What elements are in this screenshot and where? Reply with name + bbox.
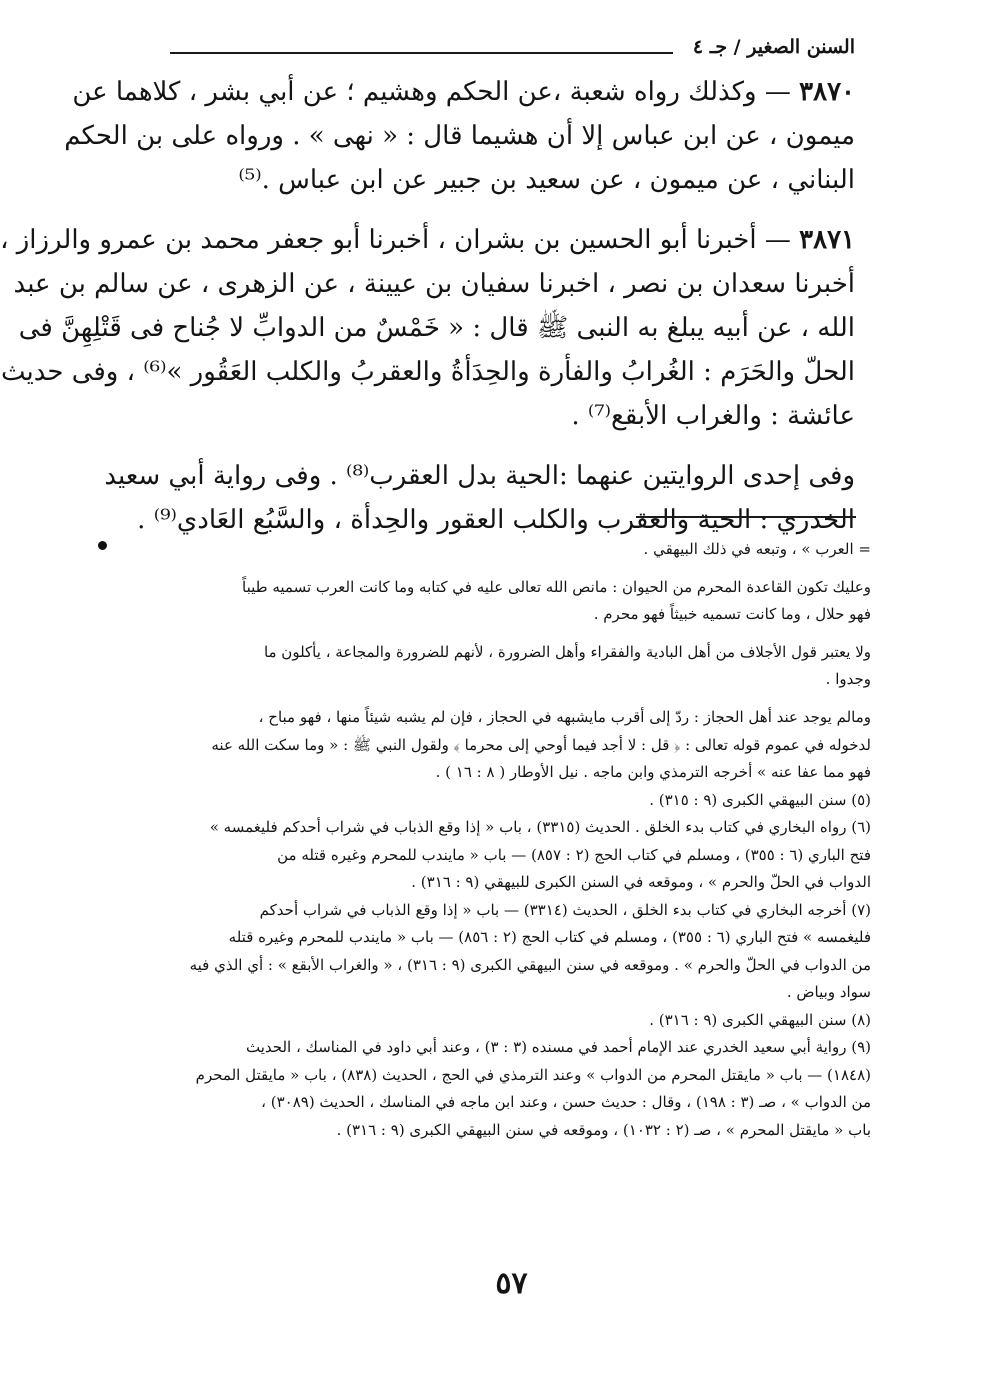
- footnotes: [172, 536, 871, 1144]
- hadith-number: ٣٨٧١: [799, 225, 855, 255]
- footnote-9: باب « مايقتل المحرم » ، صـ (٢ : ١٠٣٢) ، وموقعه في سنن البيهقي الكبرى (٩ : ٣١٦) .: [336, 1120, 871, 1139]
- hadith-3871-line-3: الله ، عن أبيه يبلغ به النبى ﷺ قال : « خَمْسٌ من الدوابِّ لا جُناح فى قَتْلِهِنَّ فى: [18, 313, 855, 343]
- footnote-6: فتح الباري (٦ : ٣٥٥) ، ومسلم في كتاب الحج (٢ : ٨٥٧) — باب « مايندب للمحرم وغيره قتله من: [277, 845, 871, 864]
- footnote-6: الدواب في الحلّ والحرم » ، وموقعه في السنن الكبرى للبيهقي (٩ : ٣١٦) .: [411, 873, 871, 891]
- footnote-5: (٥) سنن البيهقي الكبرى (٩ : ٣١٥) .: [649, 790, 871, 809]
- footnote-line: لدخوله في عموم قوله تعالى : ﴿ قل : لا أجد فيما أوحي إلى محرما ﴾ ولقول النبي ﷺ : « وما سكت الله عنه: [211, 735, 871, 754]
- footnote-line: فهو مما عفا عنه » أخرجه الترمذي وابن ماجه . نيل الأوطار ( ٨ : ١٦ ) .: [435, 763, 871, 781]
- header-rule: [170, 52, 673, 54]
- footnote-7: من الدواب في الحلّ والحرم » . وموقعه في سنن البيهقي الكبرى (٩ : ٣١٦) ، « والغراب الأبقع » : أي الذي فيه: [189, 955, 871, 974]
- footnote-list: [172, 704, 871, 1144]
- margin-dot: [98, 541, 107, 550]
- hadith-3871-line-4: الحلّ والحَرَم : الغُرابُ والفأرة والحِدَأةُ والعقربُ والكلب العَقُور »⁽⁶⁾ ، وفى حديث: [0, 357, 855, 387]
- footnote-line: وجدوا .: [825, 670, 871, 688]
- hadith-3871-line-5: عائشة : والغراب الأبقع⁽⁷⁾ .: [571, 401, 855, 431]
- footnote-line: = العرب » ، وتبعه في ذلك البيهقي .: [643, 540, 871, 558]
- hadith-3870-line-1: [72, 70, 855, 114]
- hadith-text: — وكذلك رواه شعبة ،عن الحكم وهشيم ؛ عن أبي بشر ، كلاهما عن: [72, 77, 800, 107]
- hadith-3870-line-3: البناني ، عن ميمون ، عن سعيد بن جبير عن ابن عباس .⁽⁵⁾: [238, 165, 855, 195]
- hadith-3871-line-1: [0, 218, 855, 262]
- variant-line-2: الخدري : الحية والعقرب والكلب العقور والحِدأة ، والسَّبُع العَادي⁽⁹⁾ .: [137, 505, 855, 535]
- variant-paragraph: [104, 454, 855, 542]
- footnote-line: ولا يعتبر قول الأجلاف من أهل البادية والفقراء وأهل الضرورة ، لأنهم للضرورة والمجاعة ، يأكلون ما: [263, 643, 871, 661]
- footnote-separator: [636, 516, 856, 518]
- footnote-7: سواد وبياض .: [786, 983, 871, 1001]
- variant-line-1: وفى إحدى الروايتين عنهما :الحية بدل العقرب⁽⁸⁾ . وفى رواية أبي سعيد: [104, 461, 855, 491]
- footnote-9: من الدواب » ، صـ (٣ : ١٩٨) ، وقال : حديث حسن ، وعند ابن ماجه في المناسك ، الحديث (٣٠٨٩) ،: [261, 1093, 871, 1111]
- footnote-line: ومالم يوجد عند أهل الحجاز : ردّ إلى أقرب مايشبهه في الحجاز ، فإن لم يشبه شيئاً منها ، فهو مباح ،: [258, 708, 871, 726]
- footnote-6: (٦) رواه البخاري في كتاب بدء الخلق . الحديث (٣٣١٥) ، باب « إذا وقع الذباب في شراب أحدكم فليغمسه »: [209, 818, 871, 836]
- footnote-continuation: [172, 536, 871, 563]
- hadith-number: ٣٨٧٠: [799, 77, 855, 107]
- footnote-9: (٩) رواية أبي سعيد الخدري عند الإمام أحمد في مسنده (٣ : ٣) ، وعند أبي داود في المناسك ، الحديث: [245, 1038, 871, 1056]
- footnote-line: وعليك تكون القاعدة المحرم من الحيوان : مانص الله تعالى عليه في كتابه وما كانت العرب تسميه طيباً: [242, 578, 871, 596]
- footnote-8: (٨) سنن البيهقي الكبرى (٩ : ٣١٦) .: [649, 1010, 871, 1029]
- main-text: [0, 70, 855, 558]
- footnote-paragraph: [172, 574, 871, 628]
- hadith-3870-line-2: ميمون ، عن ابن عباس إلا أن هشيما قال : « نهى » . ورواه على بن الحكم: [64, 121, 855, 151]
- footnote-paragraph: [172, 639, 871, 693]
- footnote-line: فهو حلال ، وما كانت تسميه خبيثاً فهو محرم .: [593, 605, 871, 623]
- footnote-7: (٧) أخرجه البخاري في كتاب بدء الخلق ، الحديث (٣٣١٤) — باب « إذا وقع الذباب في شراب أحدكم: [259, 900, 871, 919]
- hadith-3871-line-2: أخبرنا سعدان بن نصر ، اخبرنا سفيان بن عيينة ، عن الزهرى ، عن سالم بن عبد: [13, 269, 855, 299]
- running-header: [170, 36, 855, 66]
- footnote-7: فليغمسه » فتح الباري (٦ : ٣٥٥) ، ومسلم في كتاب الحج (٢ : ٨٥٦) — باب « مايندب للمحرم وغيره قتله: [228, 928, 871, 946]
- hadith-3870: [64, 70, 855, 202]
- page-number: ٥٧: [495, 1266, 528, 1301]
- hadith-text: — أخبرنا أبو الحسين بن بشران ، أخبرنا أبو جعفر محمد بن عمرو والرزاز ،: [0, 225, 800, 255]
- book-title: السنن الصغير / جـ ٤: [692, 36, 855, 58]
- hadith-3871: [0, 218, 855, 438]
- footnote-9: (١٨٤٨) — باب « مايقتل المحرم من الدواب » وعند الترمذي في الحج ، الحديث (٨٣٨) ، باب « مايقتل المحرم: [195, 1065, 871, 1084]
